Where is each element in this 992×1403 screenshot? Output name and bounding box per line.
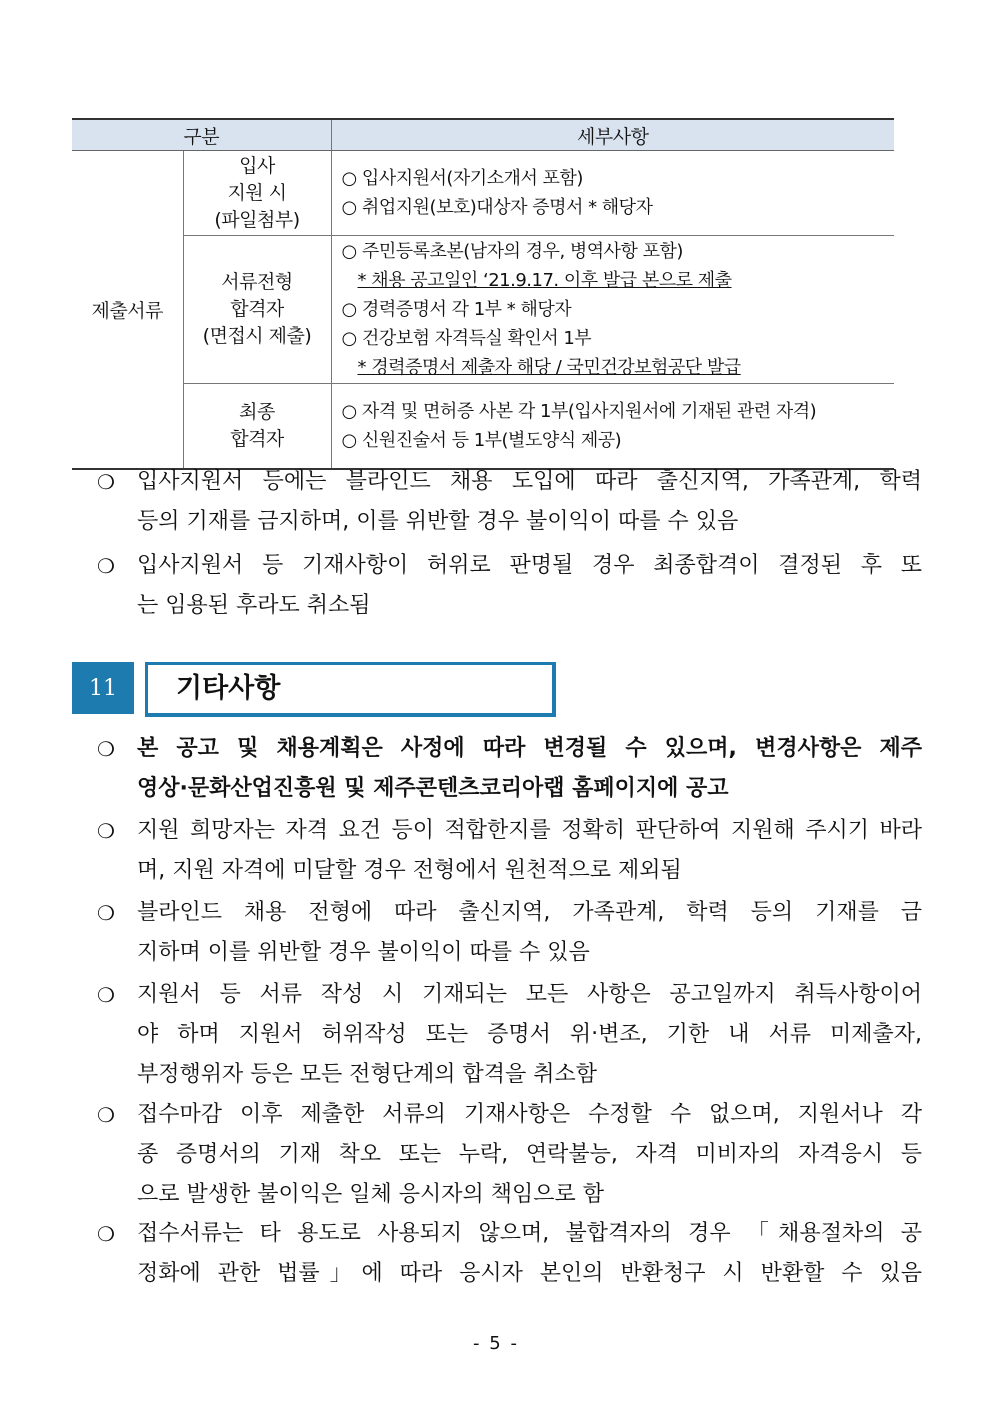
note-line: 입사지원서 등에는 블라인드 채용 도입에 따라 출신지역, 가족관계, 학력 <box>137 469 922 494</box>
item-line: 접수서류는 타 용도로 사용되지 않으며, 불합격자의 경우 「채용절차의 공 <box>137 1221 922 1246</box>
documents-table <box>72 118 894 470</box>
table-row <box>72 151 894 236</box>
detail-item: ○ 신원진술서 등 1부(별도양식 제공) <box>341 430 622 451</box>
header-details: 세부사항 <box>331 119 894 151</box>
item-line: 정화에 관한 법률」에 따라 응시자 본인의 반환청구 시 반환할 수 있음 <box>137 1261 922 1286</box>
list-item <box>97 729 922 809</box>
circle-bullet-icon: ❍ <box>97 470 115 494</box>
detail-item: ○ 주민등록초본(남자의 경우, 병역사항 포함) <box>341 241 683 262</box>
note-line: 등의 기재를 금지하며, 이를 위반할 경우 불이익이 따를 수 있음 <box>137 509 739 534</box>
circle-bullet-icon: ❍ <box>97 554 115 578</box>
stage-line: 합격자 <box>230 298 284 320</box>
detail-note: * 채용 공고일인 ‘21.9.17. 이후 발급 본으로 제출 <box>357 270 732 291</box>
stage-cell <box>183 151 331 236</box>
table-row <box>72 384 894 470</box>
circle-bullet-icon: ❍ <box>97 819 115 843</box>
section-title: 기타사항 <box>145 662 556 717</box>
item-line: 본 공고 및 채용계획은 사정에 따라 변경될 수 있으며, 변경사항은 제주 <box>137 736 922 761</box>
table-header-row <box>72 119 894 151</box>
section-number: 11 <box>72 662 134 714</box>
item-line: 으로 발생한 불이익은 일체 응시자의 책임으로 함 <box>137 1182 605 1207</box>
note-line: 입사지원서 등 기재사항이 허위로 판명될 경우 최종합격이 결정된 후 또 <box>137 553 922 578</box>
list-item <box>97 811 922 891</box>
page-number: - 5 - <box>473 1333 519 1354</box>
category-cell: 제출서류 <box>72 151 183 470</box>
item-line: 야 하며 지원서 허위작성 또는 증명서 위‧변조, 기한 내 서류 미제출자, <box>137 1022 922 1047</box>
item-line: 접수마감 이후 제출한 서류의 기재사항은 수정할 수 없으며, 지원서나 각 <box>137 1102 922 1127</box>
note-item <box>97 546 922 626</box>
item-line: 종 증명서의 기재 착오 또는 누락, 연락불능, 자격 미비자의 자격응시 등 <box>137 1142 922 1167</box>
item-line: 블라인드 채용 전형에 따라 출신지역, 가족관계, 학력 등의 기재를 금 <box>137 900 922 925</box>
circle-bullet-icon: ❍ <box>97 737 115 761</box>
details-cell <box>331 384 894 470</box>
header-category: 구분 <box>72 119 331 151</box>
list-item <box>97 1214 922 1294</box>
stage-line: 최종 <box>239 401 275 423</box>
circle-bullet-icon: ❍ <box>97 983 115 1007</box>
detail-item: ○ 건강보험 자격득실 확인서 1부 <box>341 328 592 349</box>
note-line: 는 임용된 후라도 취소됨 <box>137 593 371 618</box>
stage-line: (파일첨부) <box>214 208 300 231</box>
note-item <box>97 462 922 542</box>
detail-note: * 경력증명서 제출자 해당 / 국민건강보험공단 발급 <box>357 357 741 378</box>
details-cell <box>331 151 894 236</box>
item-line: 부정행위자 등은 모든 전형단계의 합격을 취소함 <box>137 1062 598 1087</box>
item-line: 지하며 이를 위반할 경우 불이익이 따를 수 있음 <box>137 940 590 965</box>
item-line: 영상·문화산업진흥원 및 제주콘텐츠코리아랩 홈페이지에 공고 <box>137 776 729 801</box>
stage-line: 입사 <box>239 154 275 177</box>
list-item <box>97 893 922 973</box>
table-row <box>72 236 894 384</box>
circle-bullet-icon: ❍ <box>97 1103 115 1127</box>
list-item <box>97 975 922 1095</box>
stage-line: (면접시 제출) <box>202 325 312 347</box>
stage-cell <box>183 384 331 470</box>
item-line: 며, 지원 자격에 미달할 경우 전형에서 원천적으로 제외됨 <box>137 858 682 883</box>
circle-bullet-icon: ❍ <box>97 1222 115 1246</box>
details-cell <box>331 236 894 384</box>
circle-bullet-icon: ❍ <box>97 901 115 925</box>
detail-item: ○ 자격 및 면허증 사본 각 1부(입사지원서에 기재된 관련 자격) <box>341 401 817 422</box>
list-item <box>97 1095 922 1215</box>
stage-line: 지원 시 <box>227 181 287 204</box>
detail-item: ○ 경력증명서 각 1부 * 해당자 <box>341 299 572 320</box>
item-line: 지원서 등 서류 작성 시 기재되는 모든 사항은 공고일까지 취득사항이어 <box>137 982 922 1007</box>
stage-line: 서류전형 <box>221 271 293 293</box>
stage-cell <box>183 236 331 384</box>
item-line: 지원 희망자는 자격 요건 등이 적합한지를 정확히 판단하여 지원해 주시기 바라 <box>137 818 922 843</box>
detail-item: ○ 입사지원서(자기소개서 포함) <box>341 168 583 189</box>
stage-line: 합격자 <box>230 428 284 450</box>
detail-item: ○ 취업지원(보호)대상자 증명서 * 해당자 <box>341 197 653 218</box>
